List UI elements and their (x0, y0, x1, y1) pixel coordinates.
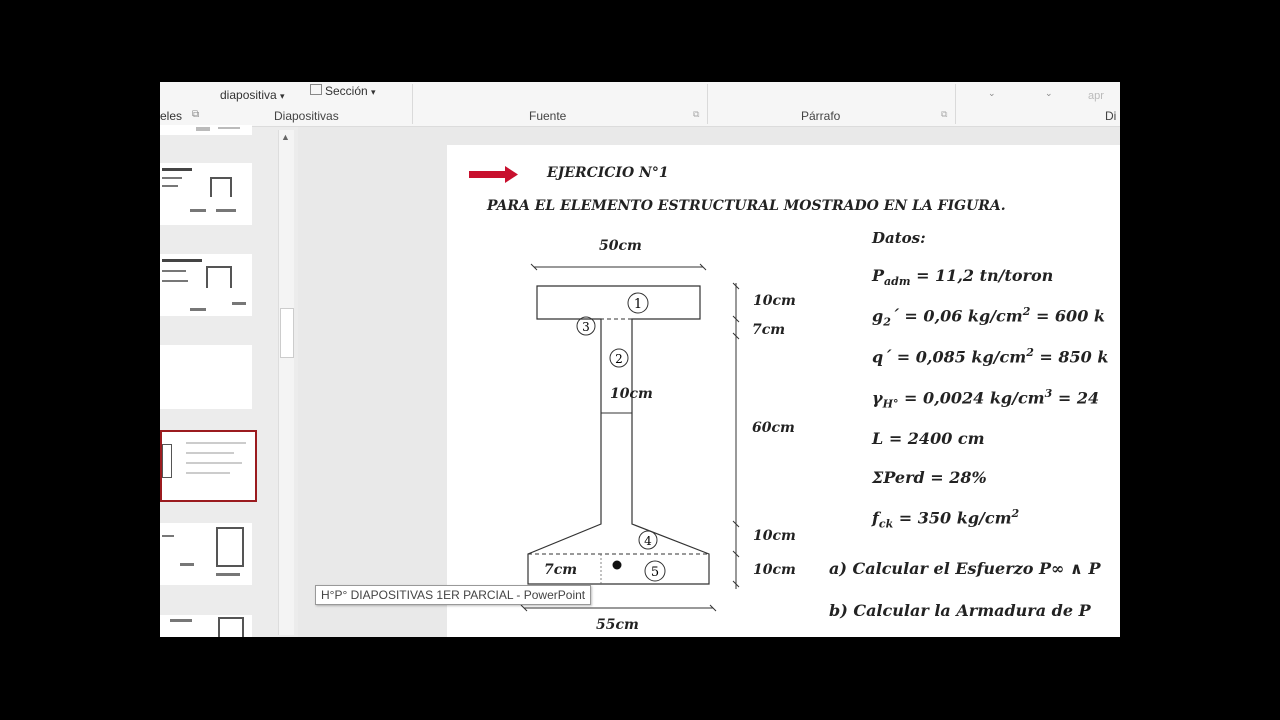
slide-thumbnail[interactable] (160, 615, 252, 637)
dim-bottom-width: 55cm (596, 617, 639, 633)
part-label: 1 (633, 297, 643, 312)
ribbon (160, 82, 1120, 127)
formula-g2: $g_2´ = 0,06$ $kg/cm^2 = 600$ k (872, 305, 1105, 329)
scrollbar-thumb[interactable] (280, 308, 294, 358)
slide-thumbnail[interactable] (160, 254, 252, 316)
group-slides-label: Diapositivas (274, 109, 339, 123)
datos-label: Datos: (872, 229, 926, 247)
chevron-down-icon: ▾ (280, 91, 285, 101)
powerpoint-window (160, 82, 1120, 637)
taskbar-tooltip: H°P° DIAPOSITIVAS 1ER PARCIAL - PowerPoint (315, 585, 591, 605)
section-icon (310, 84, 322, 95)
part-label: 4 (644, 534, 652, 548)
formula-length: L = 2400 cm (872, 429, 985, 448)
dialog-launcher-icon[interactable]: ⧉ (192, 109, 200, 120)
slide-thumbnail-selected[interactable] (160, 430, 257, 502)
dim-h2: 7cm (752, 322, 786, 338)
part-label: 5 (650, 565, 660, 580)
i-beam-section (528, 286, 709, 584)
slide-thumbnail[interactable] (160, 163, 252, 225)
exercise-subtitle: PARA EL ELEMENTO ESTRUCTURAL MOSTRADO EN LA FIGURA. (487, 198, 1006, 214)
question-b: b) Calcular la Armadura de P (829, 601, 1091, 620)
dim-h5: 10cm (753, 562, 796, 578)
question-a: a) Calcular el Esfuerzo P∞ ∧ P (829, 559, 1101, 578)
dim-web-width: 10cm (610, 386, 653, 402)
formula-padm: $P_{adm} = 11,2$ tn/toron (872, 266, 1054, 289)
formula-gamma: $\gamma_{H^\circ} = 0,0024$ $kg/cm^3 = 24$ (872, 387, 1100, 411)
part-label: 3 (582, 320, 590, 334)
group-drawing-label: Di (1105, 109, 1117, 123)
part-label: 2 (615, 352, 623, 366)
slide-thumbnail[interactable] (160, 125, 252, 135)
group-font-label: Fuente (529, 109, 567, 123)
ribbon-faint-label: apr (1088, 90, 1104, 102)
section-dropdown[interactable]: Sección ▾ (310, 84, 376, 98)
group-paragraph-label: Párrafo (801, 109, 841, 123)
dim-bottom-left: 7cm (544, 562, 578, 578)
slide (447, 145, 1120, 637)
formula-q: q´ = 0,085 $kg/cm^2 = 850$ k (872, 346, 1109, 367)
ribbon-cut-label[interactable]: eles (160, 109, 183, 123)
paragraph-launcher-icon[interactable]: ⧉ (941, 109, 948, 119)
thumbnails-scrollbar[interactable] (278, 130, 294, 635)
dim-top-width: 50cm (599, 238, 642, 254)
chevron-down-icon: ▾ (371, 87, 376, 97)
font-launcher-icon[interactable]: ⧉ (693, 109, 700, 119)
dim-h3: 60cm (752, 420, 795, 436)
dim-h1: 10cm (753, 293, 796, 309)
chevron-down-icon[interactable]: ⌄ (988, 88, 996, 98)
slide-thumbnail-blank[interactable] (160, 345, 252, 409)
scroll-up-icon[interactable]: ▲ (281, 132, 290, 142)
chevron-down-icon[interactable]: ⌄ (1045, 88, 1053, 98)
new-slide-dropdown[interactable]: diapositiva ▾ (220, 88, 285, 102)
dim-h4: 10cm (753, 528, 796, 544)
formula-fck: $f_{ck} = 350$ $kg/cm^2$ (872, 507, 1020, 531)
slide-thumbnail[interactable] (160, 523, 252, 585)
exercise-title: EJERCICIO N°1 (547, 165, 669, 181)
formula-losses: ΣPerd = 28% (872, 468, 987, 487)
red-arrow-icon (469, 166, 518, 183)
